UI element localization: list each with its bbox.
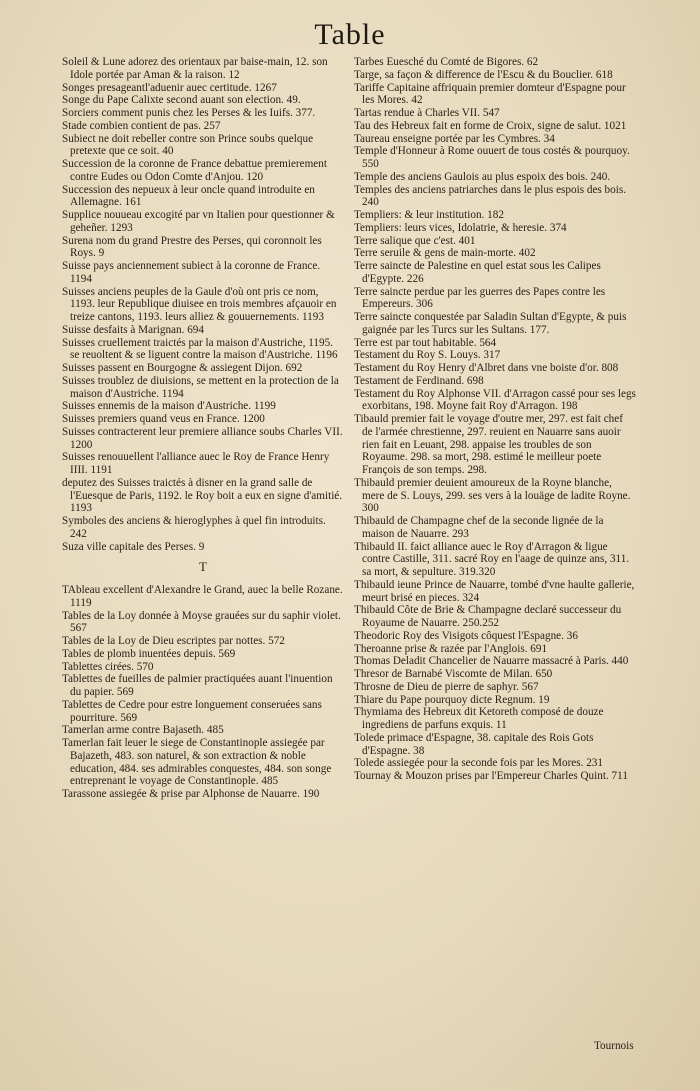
index-entry: Terre saincte de Palestine en quel estat sous les Calipes d'Egypte. 226 (354, 260, 601, 285)
index-entry: Sorciers comment punis chez les Perses & les Iuifs. 377. (62, 107, 316, 119)
index-entry: Songe du Pape Calixte second auant son election. 49. (62, 94, 301, 107)
index-entry: Tolede assiegée pour la seconde fois par les Mores. 231 (354, 757, 603, 770)
index-entry: Testament du Roy Alphonse VII. d'Arragon cassé pour ses legs exorbitans, 198. Moyne fait Roy d'Arragon. 198 (354, 387, 636, 413)
index-entry: Stade combien contient de pas. 257 (62, 119, 221, 132)
index-entry: Tables de plomb inuentées depuis. 569 (62, 647, 236, 660)
left-column (62, 56, 344, 801)
index-entry: Tibauld premier fait le voyage d'outre mer, 297. est fait chef de l'armée chrestienne, 297. reuient en Nauarre sans auoir rien fait en Leuant, 298. appaise les troubles de son Royaume. 298. sa mort, 298. estimé le meilleur poete François de son temps. 298. (354, 413, 623, 476)
index-entry: Thibauld ieune Prince de Nauarre, tombé d'vne haulte gallerie, meurt brisé en pieces. 324 (354, 578, 635, 604)
index-entry: Tarbes Euesché du Comté de Bigores. 62 (354, 56, 539, 68)
index-entry: Thibauld premier deuient amoureux de la Royne blanche, mere de S. Louys, 299. ses vers à la louäge de ladite Royne. 300 (354, 476, 631, 515)
index-entry: Suisses ennemis de la maison d'Austriche. 1199 (62, 400, 276, 413)
index-entry: Thiare du Pape pourquoy dicte Regnum. 19 (354, 693, 550, 706)
right-column (354, 56, 636, 783)
index-entry: Suisses premiers quand veus en France. 1200 (62, 413, 265, 425)
index-entry: Songes presageantl'aduenir auec certitude. 1267 (62, 81, 277, 94)
index-entry: Terre seruile & gens de main-morte. 402 (354, 247, 536, 260)
right-entries (354, 56, 636, 783)
index-entry: Suisses anciens peuples de la Gaule d'où ont pris ce nom, 1193. leur Republique diuisee en trois membres afçauoir en treize cantons, 1193. leurs alliez & gouuernements. 1193 (62, 285, 337, 323)
index-entry: Tartas rendue à Charles VII. 547 (354, 107, 500, 119)
index-entry: Thresor de Barnabé Viscomte de Milan. 650 (354, 668, 553, 680)
index-entry: Tablettes de fueilles de palmier practiquées auant l'inuention du papier. 569 (62, 673, 333, 698)
index-entry: Surena nom du grand Prestre des Perses, qui coronnoit les Roys. 9 (62, 234, 322, 260)
left-entries-s (62, 56, 344, 553)
index-entry: Throsne de Dieu de pierre de saphyr. 567 (354, 680, 539, 693)
index-entry: Theodoric Roy des Visigots côquest l'Espagne. 36 (354, 629, 578, 642)
index-entry: Tau des Hebreux fait en forme de Croix, signe de salut. 1021 (354, 119, 627, 132)
index-entry: Suisses renouuellent l'alliance auec le Roy de France Henry IIII. 1191 (62, 451, 330, 476)
index-entry: Suisses contracterent leur premiere alliance soubs Charles VII. 1200 (62, 425, 343, 451)
index-entry: Suisse desfaits à Marignan. 694 (62, 323, 204, 336)
index-entry: Tariffe Capitaine affriquain premier domteur d'Espagne pour les Mores. 42 (354, 81, 626, 107)
index-entry: Thymiama des Hebreux dit Ketoreth composé de douze ingrediens de parfuns exquis. 11 (354, 706, 604, 731)
index-entry: Tolede primace d'Espagne, 38. capitale des Rois Gots d'Espagne. 38 (354, 731, 594, 757)
page-title: Table (314, 18, 386, 51)
left-entries-t (62, 584, 344, 801)
catchword: Tournois (594, 1040, 634, 1052)
index-entry: Subiect ne doit rebeller contre son Prince soubs quelque pretexte que ce soit. 40 (62, 132, 314, 158)
index-entry: Suza ville capitale des Perses. 9 (62, 540, 205, 553)
index-entry: Tablettes de Cedre pour estre longuement conseruées sans pourriture. 569 (62, 698, 322, 724)
index-entry: Tarassone assiegée & prise par Alphonse de Nauarre. 190 (62, 788, 320, 800)
index-entry: Terre salique que c'est. 401 (354, 234, 476, 247)
index-entry: Terre saincte perdue par les guerres des Papes contre les Empereurs. 306 (354, 285, 606, 311)
index-entry: Temple des anciens Gaulois au plus espoix des bois. 240. (354, 170, 611, 183)
index-entry: Suisses troublez de diuisions, se mettent en la protection de la maison d'Austriche. 1194 (62, 374, 339, 400)
index-entry: Temple d'Honneur à Rome ouuert de tous costés & pourquoy. 550 (354, 145, 630, 170)
index-entry: Tamerlan arme contre Bajaseth. 485 (62, 724, 224, 737)
index-entry: Soleil & Lune adorez des orientaux par baise-main, 12. son Idole portée par Aman & la raison. 12 (62, 56, 328, 81)
index-entry: Tables de la Loy donnée à Moyse grauées sur du saphir violet. 567 (62, 609, 341, 635)
index-entry: Tamerlan fait leuer le siege de Constantinople assiegée par Bajazeth, 483. son naturel, & son extraction & noble education, 484. ses admirables conquestes, 484. son songe entreprenant le voyage de Constantinople. 485 (62, 737, 332, 788)
index-entry: Suisses cruellement traictés par la maison d'Austriche, 1195. se reuoltent & se liguent contre la maison d'Austriche. 1196 (62, 336, 338, 362)
index-entry: Thibauld Côte de Brie & Champagne declaré successeur du Royaume de Nauarre. 250.252 (354, 604, 622, 629)
index-entry: Tournay & Mouzon prises par l'Empereur Charles Quint. 711 (354, 770, 628, 782)
index-entry: Targe, sa façon & difference de l'Escu & du Bouclier. 618 (354, 68, 613, 81)
index-entry: Succession de la coronne de France debattue premierement contre Eudes ou Odon Comte d'Anjou. 120 (62, 158, 327, 183)
index-entry: deputez des Suisses traictés à disner en la grand salle de l'Euesque de Paris, 1192. le Roy boit a eux en signe d'amitié. 1193 (62, 476, 343, 515)
index-entry: Terre est par tout habitable. 564 (354, 336, 497, 349)
section-letter: T (199, 559, 207, 575)
index-entry: Testament de Ferdinand. 698 (354, 374, 484, 387)
index-entry: Terre saincte conquestée par Saladin Sultan d'Egypte, & puis gaignée par les Turcs sur les Sultans. 177. (354, 311, 627, 336)
index-entry: Temples des anciens patriarches dans le plus espois des bois. 240 (354, 183, 627, 209)
index-entry: Templiers: & leur institution. 182 (354, 209, 504, 221)
index-entry: Thomas Deladit Chancelier de Nauarre massacré à Paris. 440 (354, 655, 629, 668)
index-entry: Thibauld II. faict alliance auec le Roy d'Arragon & ligue contre Castille, 311. sacré Roy en l'aage de quinze ans, 311. sa mort, & sepulture. 319.320 (354, 540, 630, 578)
index-entry: Taureau enseigne portée par les Cymbres. 34 (354, 132, 555, 145)
index-entry: Testament du Roy Henry d'Albret dans vne boiste d'or. 808 (354, 362, 619, 374)
index-entry: Theroanne prise & razée par l'Anglois. 691 (354, 642, 548, 655)
index-entry: Tablettes cirées. 570 (62, 660, 154, 673)
index-entry: Testament du Roy S. Louys. 317 (354, 349, 501, 362)
index-entry: Thibauld de Champagne chef de la seconde lignée de la maison de Nauarre. 293 (354, 515, 604, 540)
index-entry: Suisse pays anciennement subiect à la coronne de France. 1194 (62, 260, 321, 285)
index-entry: Supplice nouueau excogité par vn Italien pour questionner & geheñer. 1293 (62, 209, 335, 234)
index-entry: Tables de la Loy de Dieu escriptes par nottes. 572 (62, 635, 285, 647)
index-entry: Symboles des anciens & hieroglyphes à quel fin introduits. 242 (62, 515, 326, 540)
index-entry: TAbleau excellent d'Alexandre le Grand, auec la belle Rozane. 1119 (62, 584, 343, 609)
index-entry: Suisses passent en Bourgogne & assiegent Dijon. 692 (62, 362, 303, 374)
index-entry: Succession des nepueux à leur oncle quand introduite en Allemagne. 161 (62, 183, 315, 209)
index-entry: Templiers: leurs vices, Idolatrie, & heresie. 374 (354, 221, 567, 234)
